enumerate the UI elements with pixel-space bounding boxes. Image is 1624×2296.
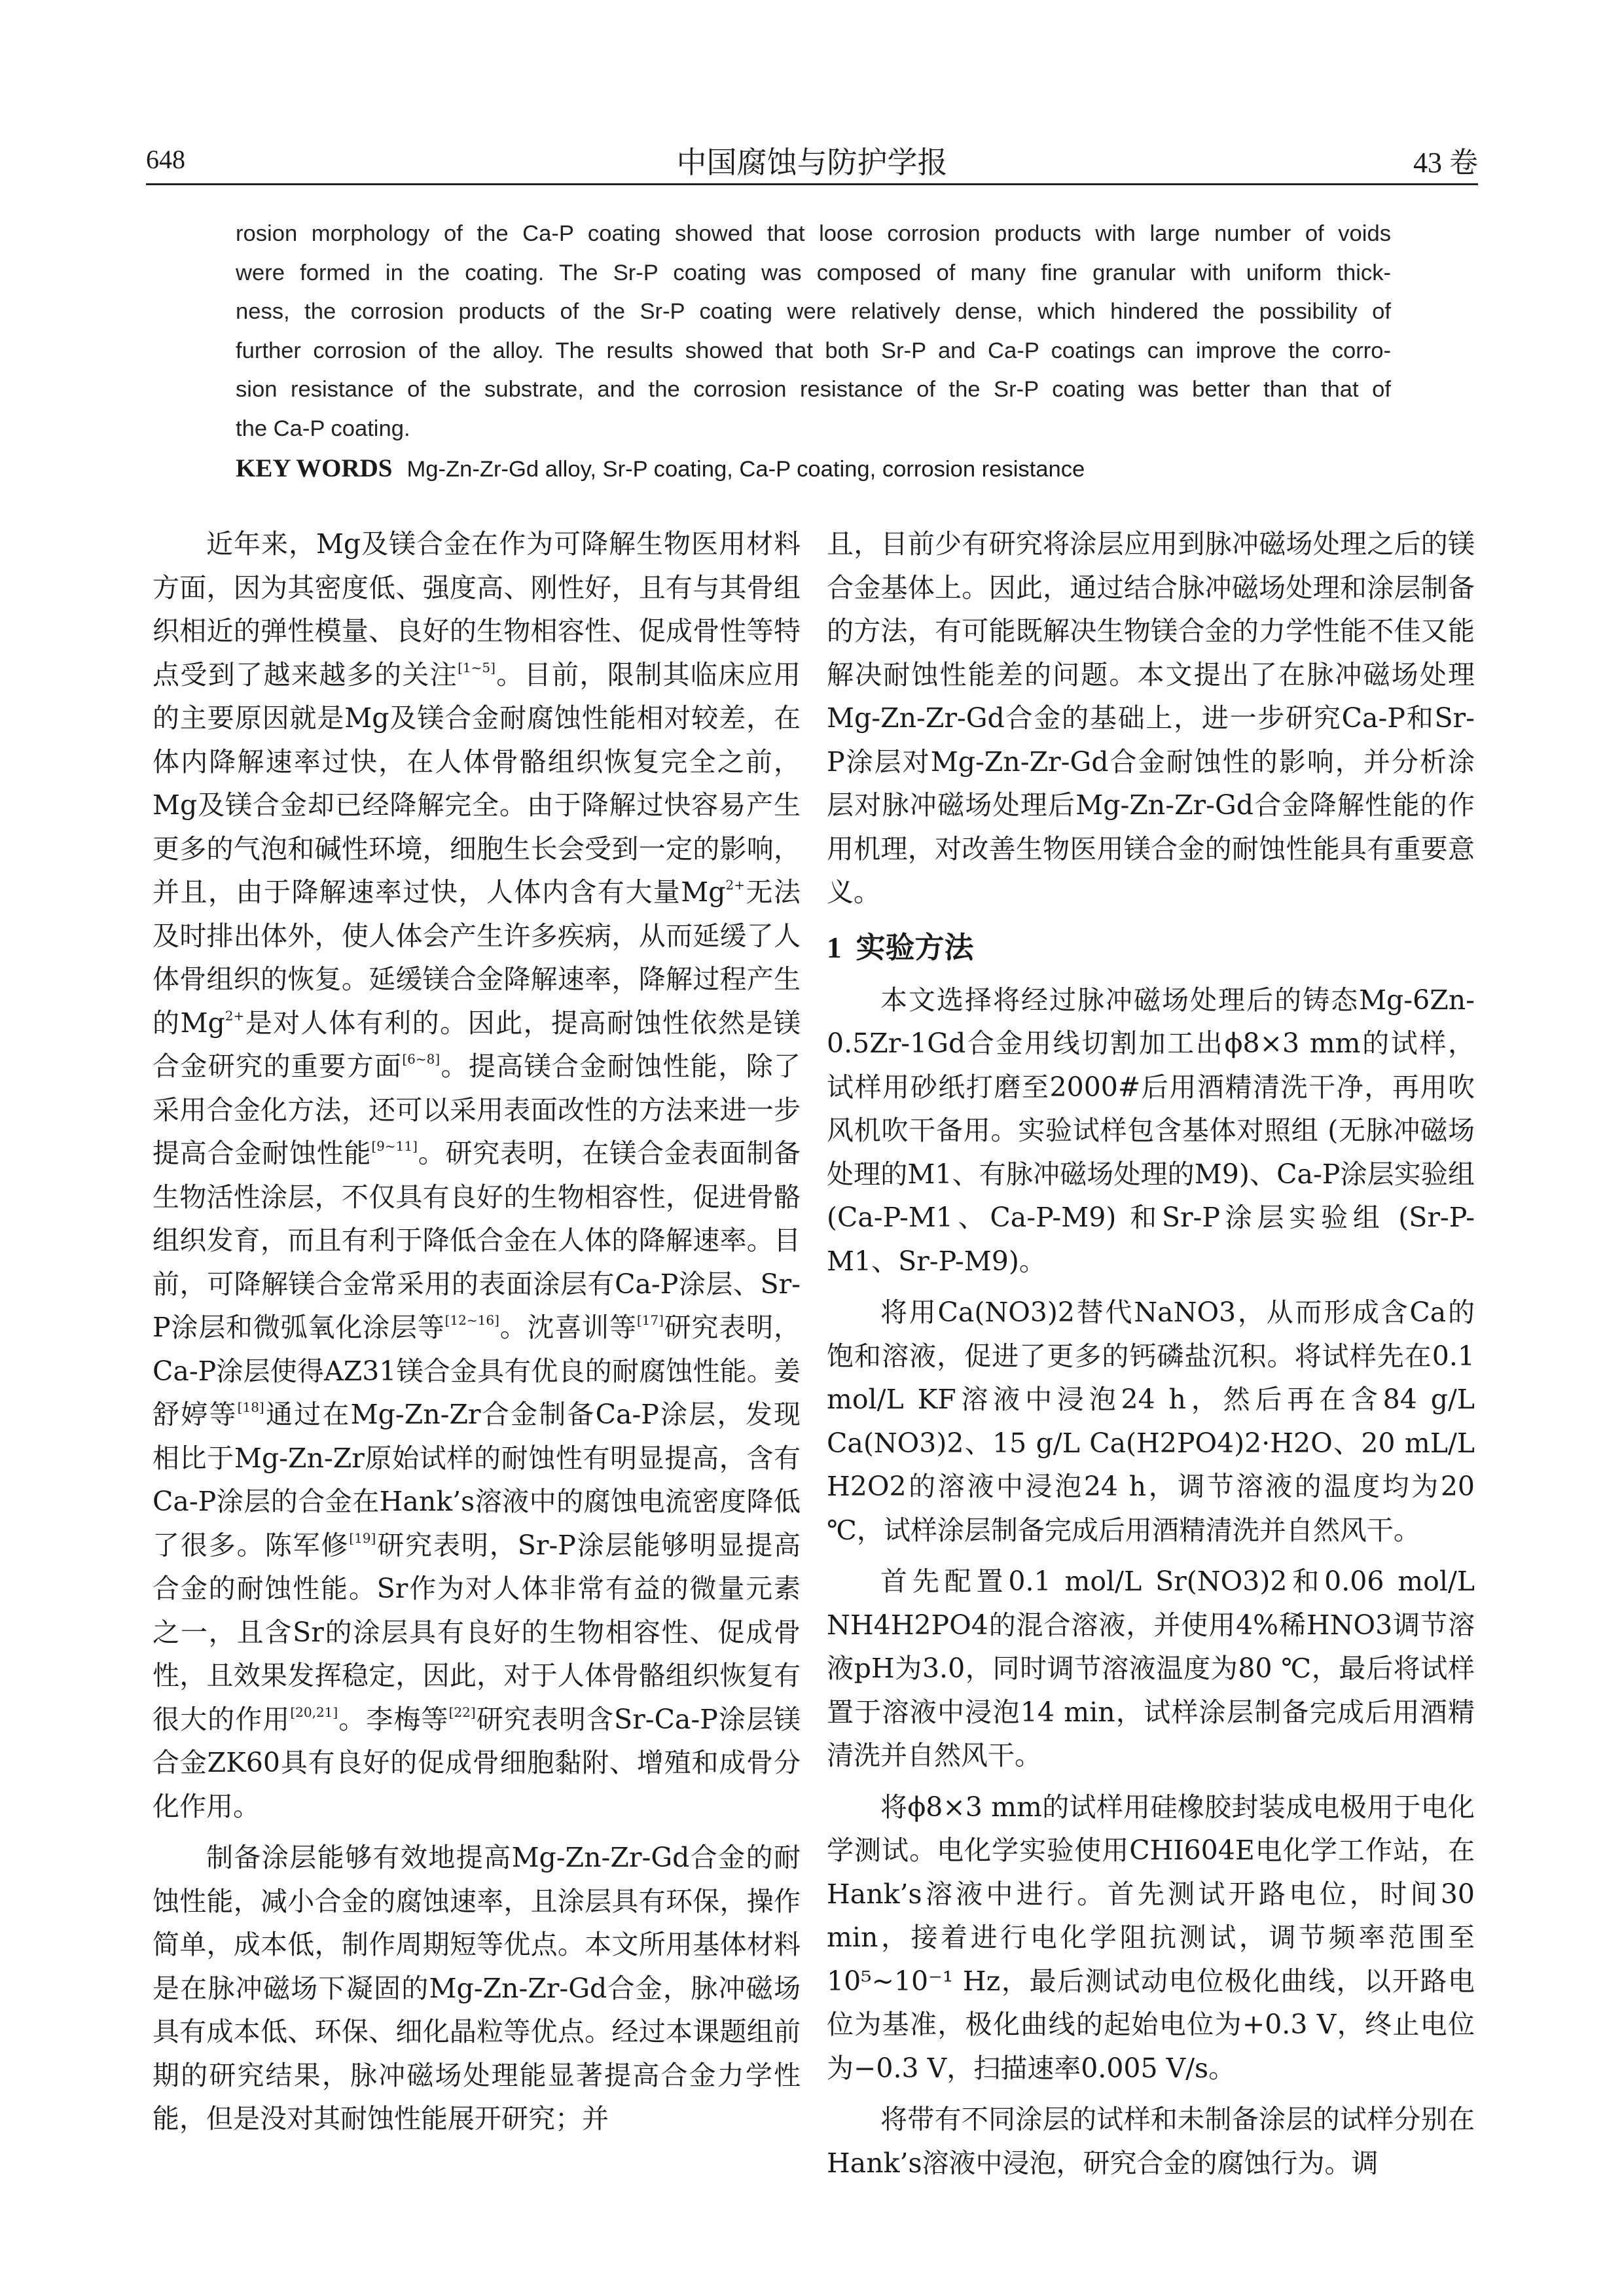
citation: [12~16] xyxy=(444,1312,499,1328)
abstract-line: ness, the corrosion products of the Sr-P coating were relatively dense, which hindered the possibility of xyxy=(236,299,1391,324)
header-divider xyxy=(146,183,1478,185)
body-paragraph-8: 将带有不同涂层的试样和未制备涂层的试样分别在Hank’s溶液中浸泡，研究合金的腐蚀行为。调 xyxy=(827,2104,1475,2179)
superscript: 2+ xyxy=(725,877,746,893)
page-header xyxy=(146,131,1478,183)
section-number: 1 xyxy=(827,931,842,964)
keywords-label: KEY WORDS xyxy=(236,454,393,482)
page-number: 648 xyxy=(146,145,185,174)
volume-label: 43 卷 xyxy=(1413,147,1478,179)
keywords-list: Mg-Zn-Zr-Gd alloy, Sr-P coating, Ca-P coating, corrosion resistance xyxy=(406,457,1085,482)
section-title: 实验方法 xyxy=(856,929,974,965)
citation: [17] xyxy=(636,1312,664,1328)
citation: [1~5] xyxy=(458,659,496,675)
abstract-line: rosion morphology of the Ca-P coating showed that loose corrosion products with large number of voids xyxy=(236,221,1391,246)
body-paragraph-1: 近年来，Mg及镁合金在作为可降解生物医用材料方面，因为其密度低、强度高、刚性好，且有与其骨组织相近的弹性模量、良好的生物相容性、促成骨性等特点受到了越来越多的关注[1~5]。目前，限制其临床应用的主要原因就是Mg及镁合金耐腐蚀性能相对较差，在体内降解速率过快，在人体骨骼组织恢复完全之前，Mg及镁合金却已经降解完全。由于降解过快容易产生更多的气泡和碱性环境，细胞生长会受到一定的影响，并且，由于降解速率过快，人体内含有大量Mg$^{2+}$无法及时排出体外，使人体会产生许多疾病，从而延缓了人体骨组织的恢复。延缓镁合金降解速率，降解过程产生的Mg$^{2+}$是对人体有利的。因此，提高耐蚀性依然是镁合金研究的重要方面[6~8]。提高镁合金耐蚀性能，除了采用合金化方法，还可以采用表面改性的方法来进一步提高合金耐蚀性能[9~11]。研究表明，在镁合金表面制备生物活性涂层，不仅具有良好的生物相容性，促进骨骼组织发育，而且有利于降低合金在人体的降解速率。目前，可降解镁合金常采用的表面涂层有Ca-P涂层、Sr-P涂层和微弧氧化涂层等[12~16]。沈喜训等[17]研究表明，Ca-P涂层使得AZ31镁合金具有优良的耐腐蚀性能。姜舒婷等[18]通过在Mg-Zn-Zr合金制备Ca-P涂层，发现相比于Mg-Zn-Zr原始试样的耐蚀性有明显提高，含有Ca-P涂层的合金在Hank’s溶液中的腐蚀电流密度降低了很多。陈军修[19]研究表明，Sr-P涂层能够明显提高合金的耐蚀性能。Sr作为对人体非常有益的微量元素之一，且含Sr的涂层具有良好的生物相容性、促成骨性，且效果发挥稳定，因此，对于人体骨骼组织恢复有很大的作用[20,21]。李梅等[22]研究表明含Sr-Ca-P涂层镁合金ZK60具有良好的促成骨细胞黏附、增殖和成骨分化作用。 xyxy=(153,528,801,1822)
abstract-line: further corrosion of the alloy. The results showed that both Sr-P and Ca-P coatings can improve the corro- xyxy=(236,338,1391,363)
abstract-line: the Ca-P coating. xyxy=(236,416,410,441)
keywords xyxy=(236,454,1391,483)
body-paragraph-6: 首先配置0.1 mol/L Sr(NO3)2和0.06 mol/L NH4H2PO4的混合溶液，并使用4%稀HNO3调节溶液pH为3.0，同时调节溶液温度为80 ℃，最后将试样置于溶液中浸泡14 min，试样涂层制备完成后用酒精清洗并自然风干。 xyxy=(827,1566,1475,1771)
section-heading xyxy=(827,924,1475,972)
citation: [9~11] xyxy=(371,1138,418,1154)
citation: [18] xyxy=(237,1399,264,1415)
body-paragraph-3: 且，目前少有研究将涂层应用到脉冲磁场处理之后的镁合金基体上。因此，通过结合脉冲磁场处理和涂层制备的方法，有可能既解决生物镁合金的力学性能不佳又能解决耐蚀性能差的问题。本文提出了在脉冲磁场处理Mg-Zn-Zr-Gd合金的基础上，进一步研究Ca-P和Sr-P涂层对Mg-Zn-Zr-Gd合金耐蚀性的影响，并分析涂层对脉冲磁场处理后Mg-Zn-Zr-Gd合金降解性能的作用机理，对改善生物医用镁合金的耐蚀性能具有重要意义。 xyxy=(827,528,1475,908)
journal-title: 中国腐蚀与防护学报 xyxy=(676,145,948,180)
abstract-line: were formed in the coating. The Sr-P coating was composed of many fine granular with uniform thick- xyxy=(236,260,1391,285)
body-paragraph-4: 本文选择将经过脉冲磁场处理后的铸态Mg-6Zn-0.5Zr-1Gd合金用线切割加工出ϕ8×3 mm的试样，试样用砂纸打磨至2000#后用酒精清洗干净，再用吹风机吹干备用。实验试样包含基体对照组 (无脉冲磁场处理的M1、有脉冲磁场处理的M9)、Ca-P涂层实验组 (Ca-P-M1、Ca-P-M9) 和Sr-P涂层实验组 (Sr-P-M1、Sr-P-M9)。 xyxy=(827,984,1475,1277)
left-column xyxy=(153,522,801,2141)
body-paragraph-7: 将ϕ8×3 mm的试样用硅橡胶封装成电极用于电化学测试。电化学实验使用CHI604E电化学工作站，在Hank’s溶液中进行。首先测试开路电位，时间30 min，接着进行电化学阻抗测试，调节频率范围至10⁵~10⁻¹ Hz，最后测试动电位极化曲线，以开路电位为基准，极化曲线的起始电位为+0.3 V，终止电位为−0.3 V，扫描速率0.005 V/s。 xyxy=(827,1791,1475,2084)
body-paragraph-2: 制备涂层能够有效地提高Mg-Zn-Zr-Gd合金的耐蚀性能，减小合金的腐蚀速率，且涂层具有环保，操作简单，成本低，制作周期短等优点。本文所用基体材料是在脉冲磁场下凝固的Mg-Zn-Zr-Gd合金，脉冲磁场具有成本低、环保、细化晶粒等优点。经过本课题组前期的研究结果，脉冲磁场处理能显著提高合金力学性能，但是没对其耐蚀性能展开研究；并 xyxy=(153,1842,801,2134)
body-paragraph-5: 将用Ca(NO3)2替代NaNO3，从而形成含Ca的饱和溶液，促进了更多的钙磷盐沉积。将试样先在0.1 mol/L KF溶液中浸泡24 h，然后再在含84 g/L Ca(NO3)2、15 g/L Ca(H2PO4)2·H2O、20 mL/L H2O2的溶液中浸泡24 h，调节溶液的温度均为20 ℃，试样涂层制备完成后用酒精清洗并自然风干。 xyxy=(827,1297,1475,1546)
citation: [6~8] xyxy=(402,1051,441,1067)
abstract-line: sion resistance of the substrate, and the corrosion resistance of the Sr-P coating was better than that of xyxy=(236,377,1391,402)
superscript: 2+ xyxy=(225,1007,245,1024)
citation: [22] xyxy=(448,1704,476,1720)
citation: [19] xyxy=(349,1530,376,1546)
right-column xyxy=(827,522,1475,2185)
citation: [20,21] xyxy=(290,1704,338,1720)
abstract-text xyxy=(236,215,1391,448)
